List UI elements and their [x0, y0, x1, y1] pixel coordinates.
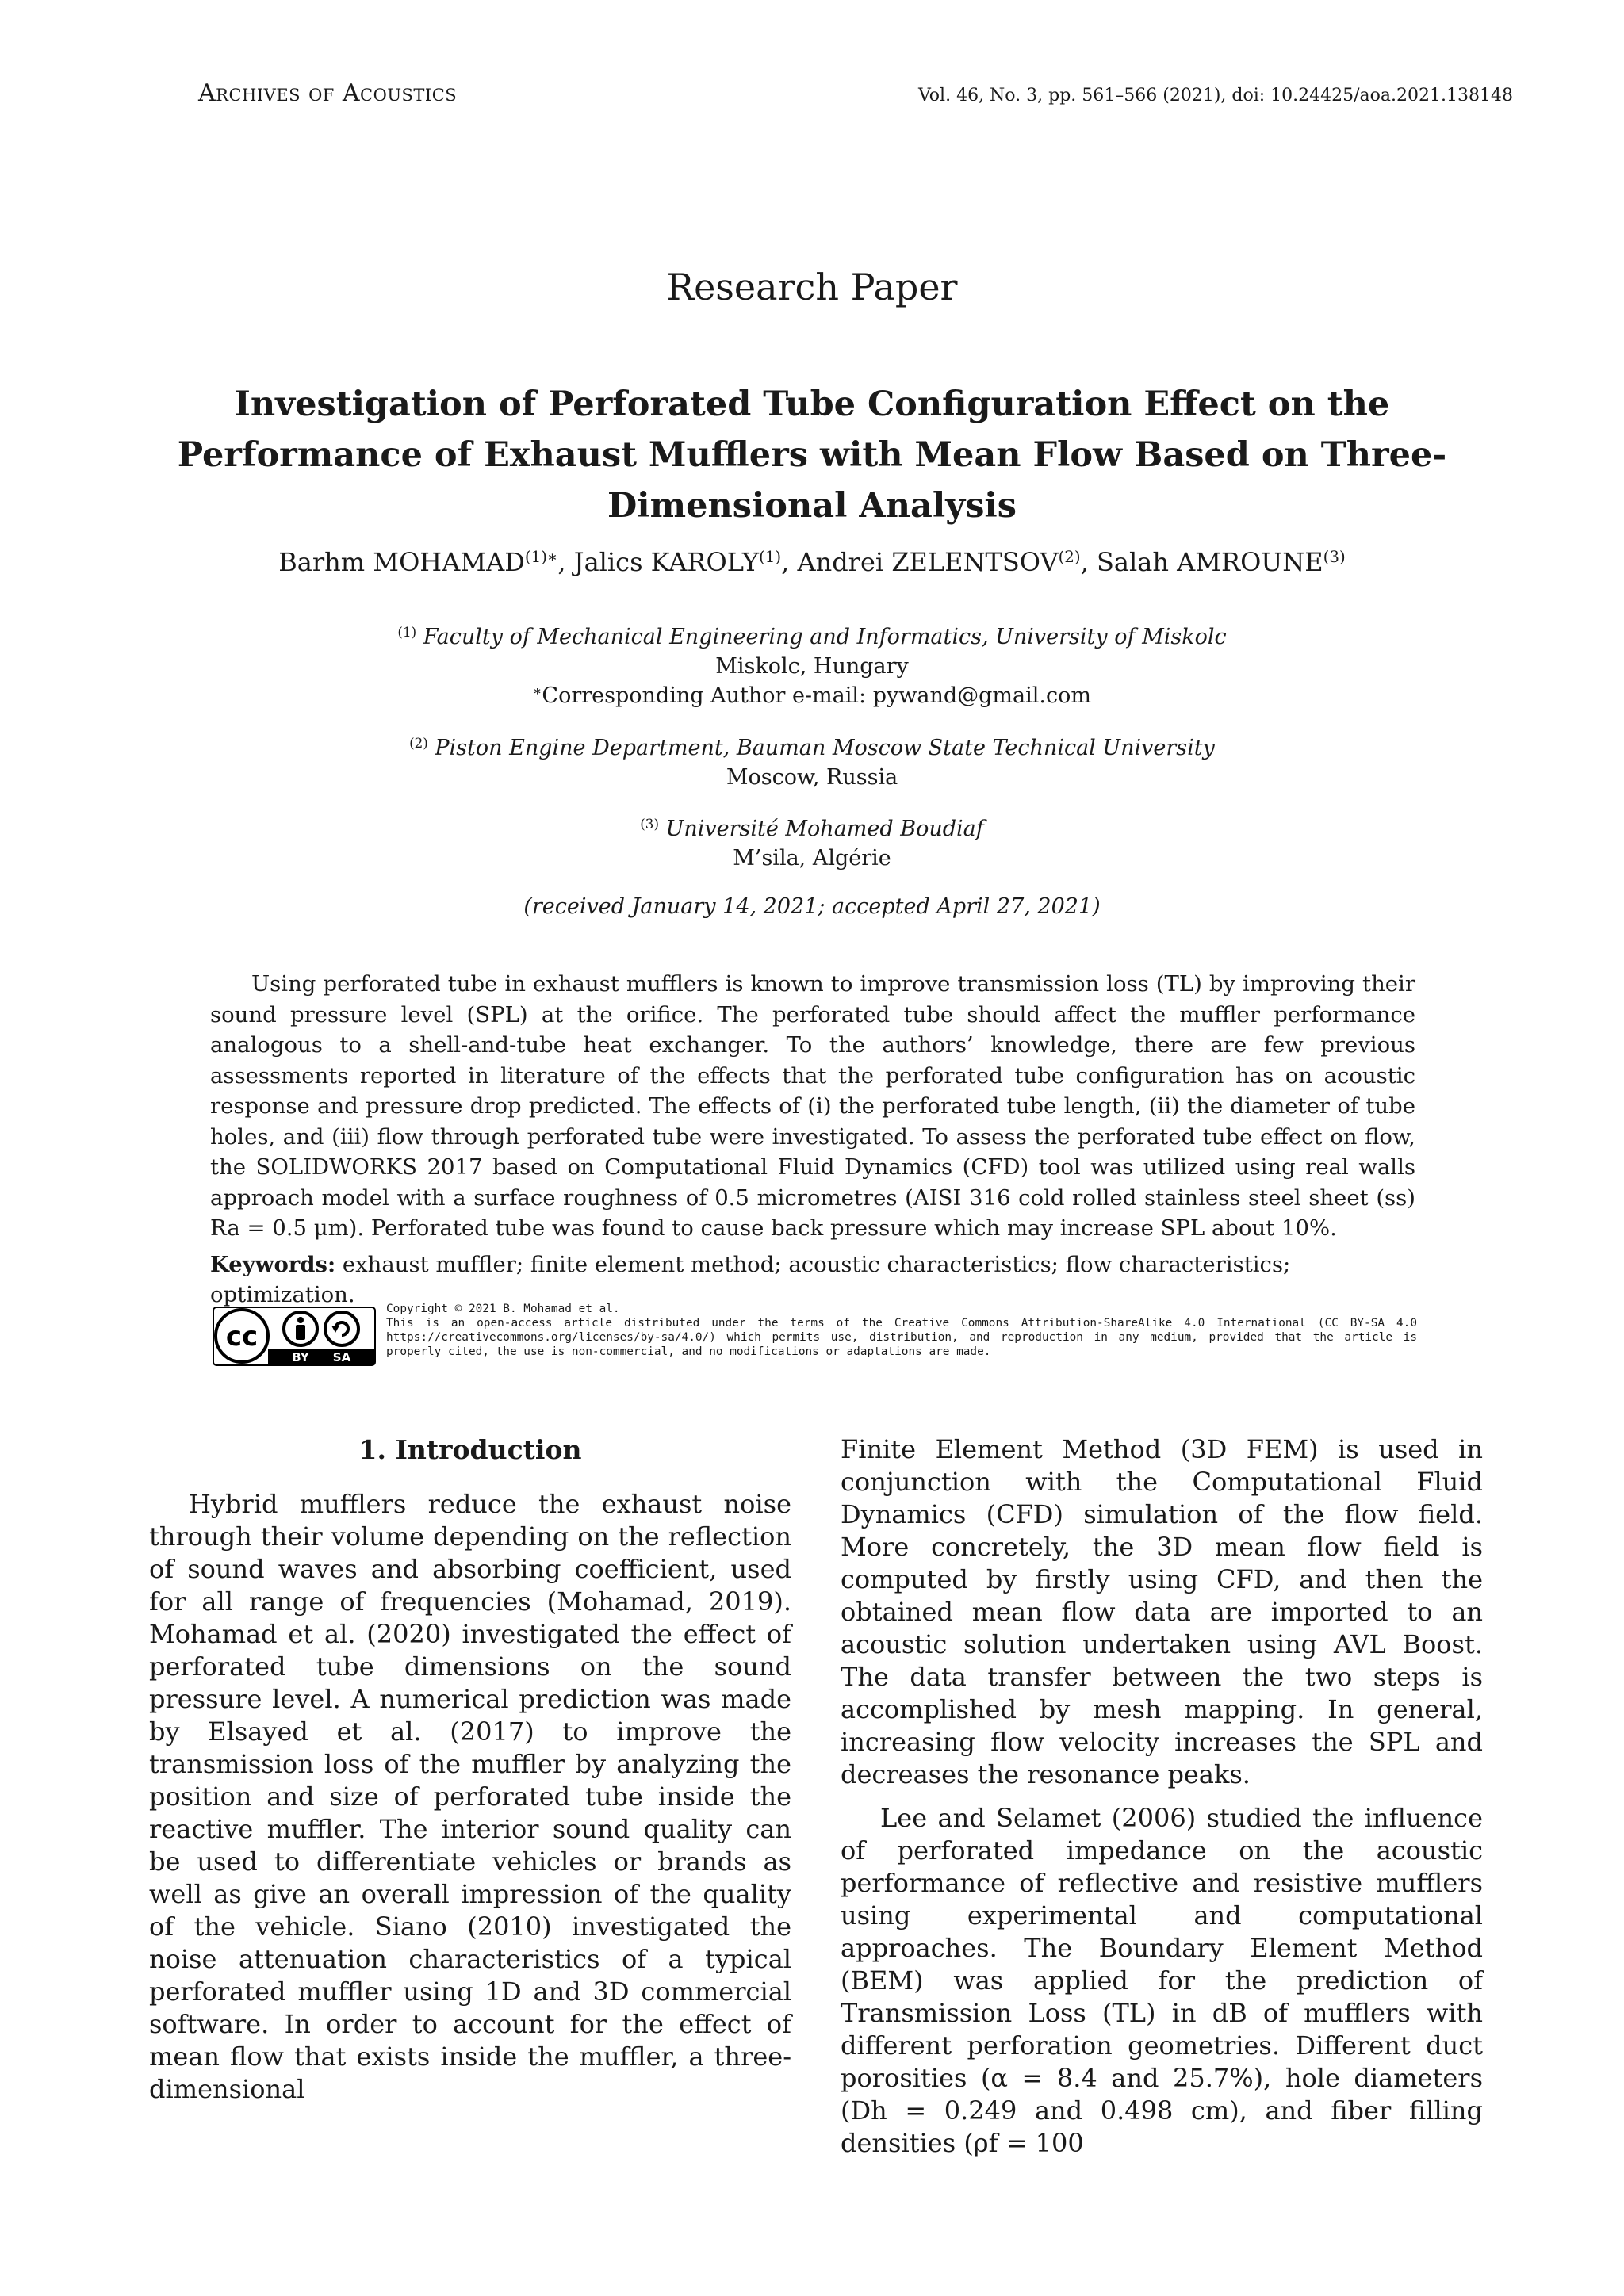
license-text: This is an open-access article distributed under the terms of the Creative Commons Attribution-ShareAlike 4.0 International (CC BY-SA 4.0 https://creativecommons.org/licenses/by-sa/4.0/) which permits use, distribution, and reproduction in any medium, provided that the article is properly cited, the use is non-commercial, and no modifications or adaptations are made. — [386, 1317, 1417, 1358]
author-affiliation-mark: (3) — [1323, 548, 1346, 567]
person-icon-head — [297, 1317, 304, 1323]
intro-paragraph-1: Hybrid mufflers reduce the exhaust noise through their volume depending on the reflection of sound waves and absorbing coefficient, used for all range of frequencies (Mohamad, 2019). Mohamad et al. (2020) investigated the effect of perforated tube dimensions on the sound pressure level. A numerical prediction was made by Elsayed et al. (2017) to improve the transmission loss of the muffler by analyzing the position and size of perforated tube inside the reactive muffler. The interior sound quality can be used to differentiate vehicles or brands as well as give an overall impression of the quality of the vehicle. Siano (2010) investigated the noise attenuation characteristics of a typical perforated muffler using 1D and 3D commercial software. In order to account for the effect of mean flow that exists inside the muffler, a three-dimensional — [149, 1489, 791, 2104]
cc-by-sa-license-icon[interactable] — [213, 1307, 376, 1366]
author-name: Barhm MOHAMAD — [278, 547, 525, 577]
section-heading: 1. Introduction — [358, 1434, 582, 1465]
paper-title: Investigation of Perforated Tube Configuration Effect on the Performance of Exhaust Mufflers with Mean Flow Based on Three-Dimensional Analysis — [177, 385, 1447, 526]
keywords-label: Keywords: — [210, 1252, 336, 1277]
author-name: Salah AMROUNE — [1097, 547, 1323, 577]
affiliation-name: Piston Engine Department, Bauman Moscow State Technical University — [435, 736, 1215, 760]
corresponding-mark: ∗ — [533, 682, 542, 698]
right-column — [841, 1433, 1483, 2160]
paper-type: Research Paper — [666, 266, 958, 308]
cc-logo-text: cc — [225, 1321, 259, 1353]
copyright-notice — [386, 1302, 1417, 1359]
affiliation-mark: (3) — [640, 815, 659, 832]
journal-name: Archives of Acoustics — [198, 79, 458, 107]
author-name: Andrei ZELENTSOV — [797, 547, 1059, 577]
received-dates: (received January 14, 2021; accepted April 27, 2021) — [523, 894, 1101, 919]
affiliation-city: M’sila, Algérie — [733, 846, 891, 871]
volume-doi-line: Vol. 46, No. 3, pp. 561–566 (2021), doi: 10.24425/aoa.2021.138148 — [917, 86, 1513, 105]
abstract: Using perforated tube in exhaust mufflers is known to improve transmission loss (TL) by improving their sound pressure level (SPL) at the orifice. The perforated tube should affect the muffler performance analogous to a shell-and-tube heat exchanger. To the authors’ knowledge, there are few previous assessments reported in literature of the effects that the perforated tube configuration has on acoustic response and pressure drop predicted. The effects of (i) the perforated tube length, (ii) the diameter of tube holes, and (iii) flow through perforated tube were investigated. To assess the perforated tube effect on flow, the SOLIDWORKS 2017 based on Computational Fluid Dynamics (CFD) tool was utilized using real walls approach model with a surface roughness of 0.5 micrometres (AISI 316 cold rolled stainless steel sheet (ss) Ra = 0.5 μm). Perforated tube was found to cause back pressure which may increase SPL about 10%. — [210, 971, 1415, 1241]
keywords — [210, 1249, 1415, 1310]
sa-label: SA — [332, 1350, 351, 1364]
author-affiliation-mark: (2) — [1058, 548, 1081, 567]
intro-paragraph-1-continued: Finite Element Method (3D FEM) is used in conjunction with the Computational Fluid Dynamics (CFD) simulation of the flow field. More concretely, the 3D mean flow field is computed by firstly using CFD, and then the obtained mean flow data are imported to an acoustic solution undertaken using AVL Boost. The data transfer between the two steps is accomplished by mesh mapping. In general, increasing flow velocity increases the SPL and decreases the resonance peaks. — [841, 1434, 1483, 1789]
keywords-text: exhaust muffler; finite element method; acoustic characteristics; flow characteristics; optimization. — [210, 1252, 1291, 1307]
copyright-line: Copyright © 2021 B. Mohamad et al. — [386, 1303, 620, 1315]
affiliation-name: Université Mohamed Boudiaf — [665, 817, 984, 841]
affiliation-3 — [0, 814, 1624, 873]
corresponding-email: Corresponding Author e-mail: pywand@gmail.com — [542, 683, 1091, 708]
affiliation-city: Moscow, Russia — [726, 765, 898, 790]
author-name: Jalics KAROLY — [573, 547, 760, 577]
affiliation-name: Faculty of Mechanical Engineering and Informatics, University of Miskolc — [423, 625, 1227, 649]
author-list: Barhm $MOHAMAD^{(1)∗}$, Jalics KAROLY$^{(1)}$, Andrei ZELENTSOV$^{(2)}$, Salah AMROUNE$^{(3)}$ — [278, 547, 1346, 577]
affiliation-mark: (1) — [397, 623, 417, 640]
affiliation-1 — [0, 622, 1624, 710]
affiliation-2 — [0, 733, 1624, 792]
left-column — [149, 1433, 791, 2106]
by-label: BY — [292, 1350, 309, 1364]
author-affiliation-mark: (1) — [759, 548, 782, 567]
affiliation-city: Miskolc, Hungary — [715, 654, 909, 679]
author-affiliation-mark: (1)∗ — [524, 548, 558, 567]
intro-paragraph-2: Lee and Selamet (2006) studied the influence of perforated impedance on the acoustic performance of reflective and resistive mufflers using experimental and computational approaches. The Boundary Element Method (BEM) was applied for the prediction of Transmission Loss (TL) in dB of mufflers with different perforation geometries. Different duct porosities (α = 8.4 and 25.7%), hole diameters (Dh = 0.249 and 0.498 cm), and fiber filling densities (ρf = 100 — [841, 1803, 1483, 2158]
person-icon-body — [296, 1325, 305, 1340]
affiliation-mark: (2) — [409, 734, 428, 751]
